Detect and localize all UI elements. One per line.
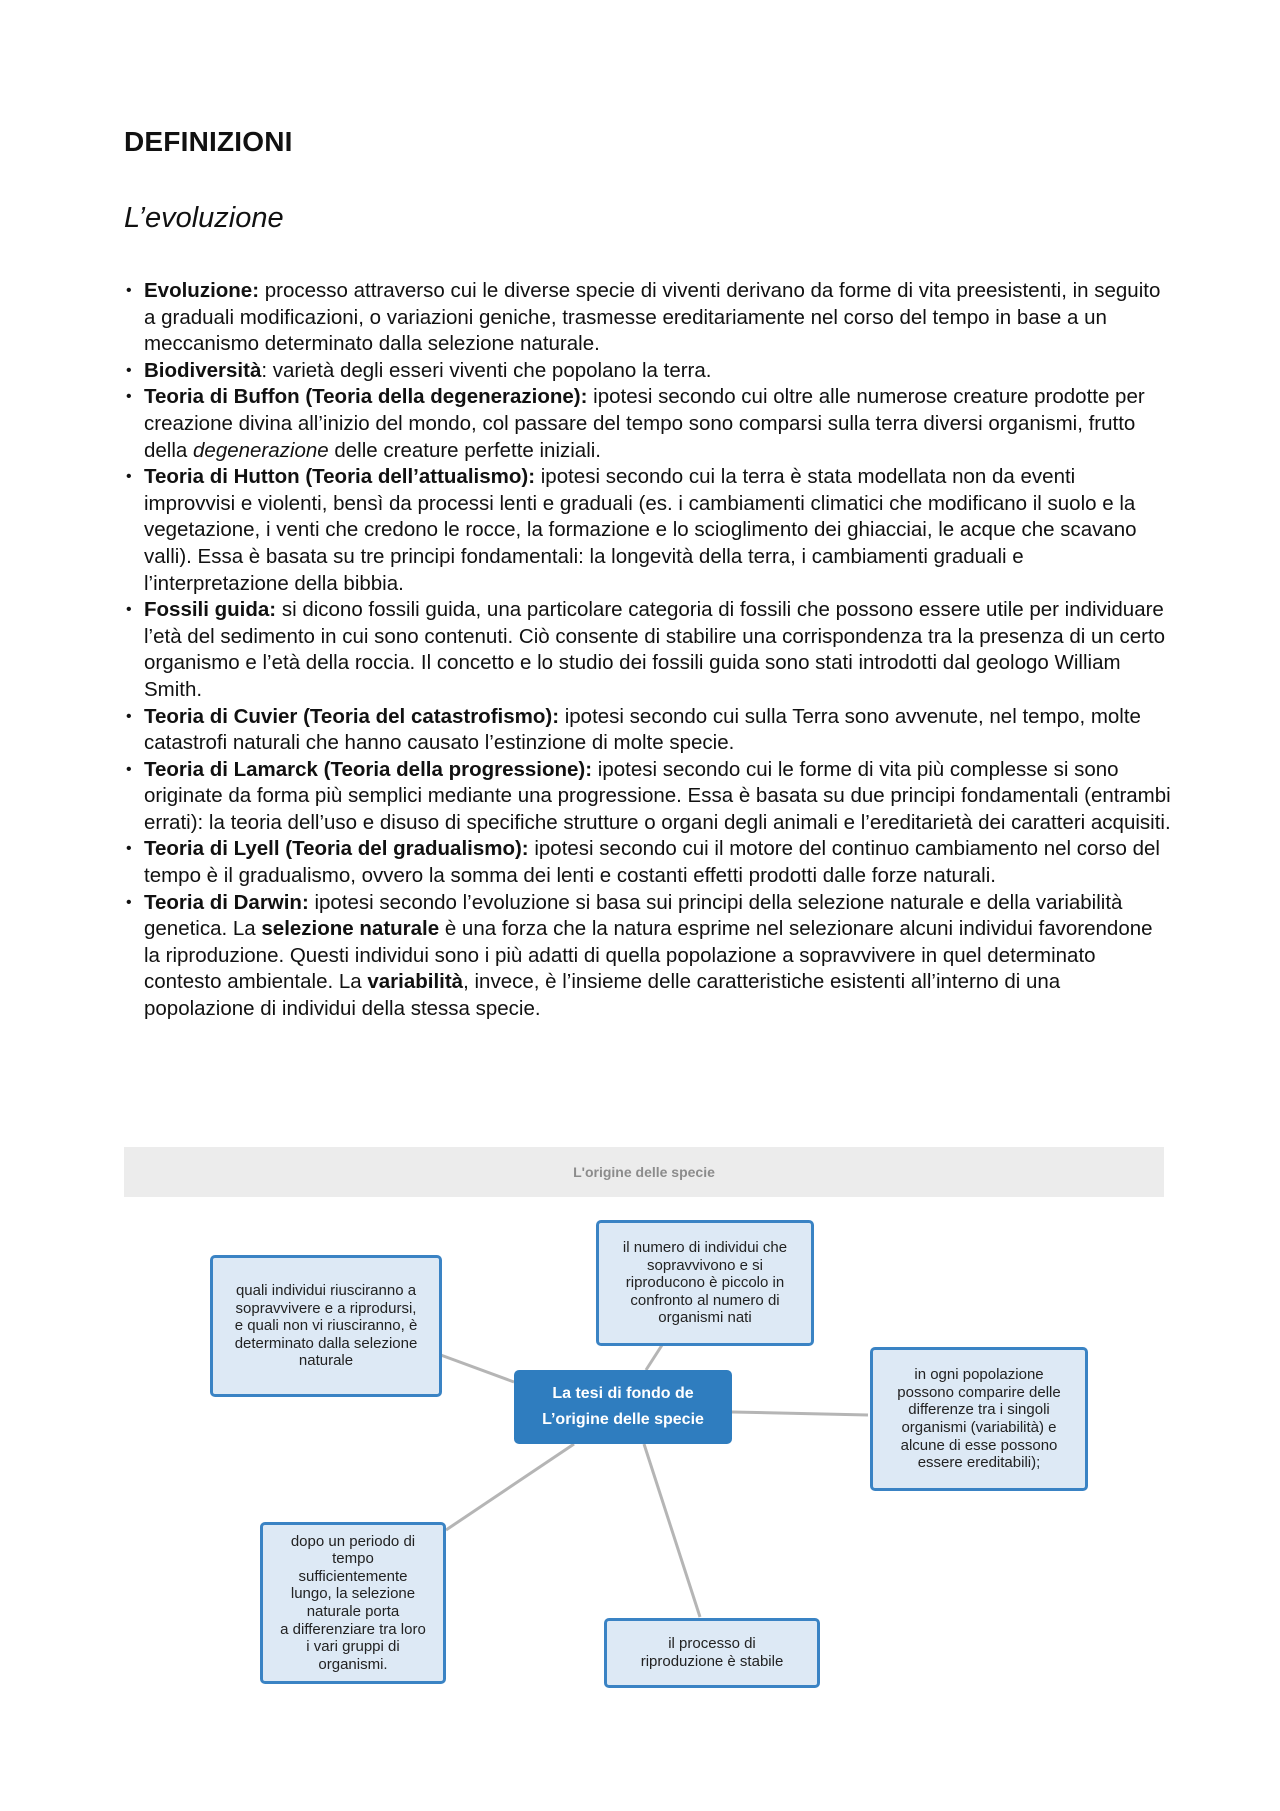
definition-term: Teoria di Hutton (Teoria dell’attualismo): [144,465,536,489]
definition-text: delle creature perfette iniziali. [328,438,602,462]
definition-term: Biodiversità [144,358,262,382]
definition-text: ipotesi secondo cui la terra è stata modellata non da eventi improvvisi e violenti, bensì da processi lenti e graduali (es. i cambiamenti climatici che modificano il suolo e la vegetazione, i venti che credono le rocce, la formazione e lo scioglimento dei ghiacciai, le acque che scavano valli). Essa è basata su tre principi fondamentali: la longevità della terra, i cambiamenti graduali e l’interpretazione della bibbia. [144,465,1137,595]
list-item [124,358,1172,385]
list-item [124,836,1172,889]
concept-node-reproduction: il processo di riproduzione è stabile [604,1618,820,1688]
definition-bold: selezione naturale [261,917,440,941]
concept-node-variability: in ogni popolazione possono comparire delle differenze tra i singoli organismi (variabilità) e alcune di esse possono essere ereditabili); [870,1347,1088,1491]
definitions-list [124,278,1172,1023]
list-item [124,890,1172,1023]
concept-node-survivors: il numero di individui che sopravvivono e si riproducono è piccolo in confronto al numero di organismi nati [596,1220,814,1346]
definition-text: si dicono fossili guida, una particolare categoria di fossili che possono essere utile per individuare l’età del sedimento in cui sono contenuti. Ciò consente di stabilire una corrispondenza tra la presenza di un certo organismo e l’età della roccia. Il concetto e lo studio dei fossili guida sono stati introdotti dal geologo William Smith. [144,598,1166,701]
definition-text: processo attraverso cui le diverse specie di viventi derivano da forme di vita preesistenti, in seguito a graduali modificazioni, o variazioni geniche, trasmesse ereditariamente nel corso del tempo in base a un meccanismo determinato dalla selezione naturale. [144,279,1161,356]
list-item [124,278,1172,358]
list-item [124,704,1172,757]
connector-top-left [438,1354,514,1382]
list-item [124,757,1172,837]
concept-map-center: La tesi di fondo de L’origine delle specie [514,1370,732,1444]
definition-text: ipotesi secondo cui sulla Terra sono avvenute, nel tempo, molte catastrofi naturali che hanno causato l’estinzione di molte specie. [144,704,1141,755]
definition-text: ipotesi secondo cui le forme di vita più complesse si sono originate da forma più semplici mediante una progressione. Essa è basata su due principi fondamentali (entrambi errati): la teoria dell’uso e disuso di specifiche strutture o organi degli animali e l’ereditarietà dei caratteri acquisiti. [144,757,1171,834]
definition-italic: degenerazione [193,438,329,462]
definition-text: ipotesi secondo l’evoluzione si basa sui principi della selezione naturale e della variabilità genetica. La [144,890,1123,941]
definition-term: Teoria di Darwin: [144,890,309,914]
definition-term: Teoria di Cuvier (Teoria del catastrofismo): [144,704,560,728]
definition-term: Fossili guida: [144,598,277,622]
concept-node-selection: quali individui riusciranno a sopravvivere e a riprodursi, e quali non vi riusciranno, è determinato dalla selezione naturale [210,1255,442,1397]
connector-bottom [644,1444,700,1617]
definition-text: : varietà degli esseri viventi che popolano la terra. [261,358,712,382]
list-item [124,464,1172,597]
connector-right [732,1412,868,1415]
definition-term: Teoria di Lyell (Teoria del gradualismo): [144,837,529,861]
definition-term: Evoluzione: [144,279,260,302]
definition-term: Teoria di Lamarck (Teoria della progressione): [144,757,593,781]
definition-text: è una forza che la natura esprime nel selezionare alcuni individui favorendone la riproduzione. Questi individui sono i più adatti di quella popolazione a sopravvivere in quel determinato contesto ambientale. La [144,917,1153,994]
definition-text: ipotesi secondo cui il motore del continuo cambiamento nel corso del tempo è il gradualismo, ovvero la somma dei lenti e costanti effetti prodotti dalle forze naturali. [144,837,1160,888]
definition-text: ipotesi secondo cui oltre alle numerose creature prodotte per creazione divina all’inizio del mondo, col passare del tempo sono comparsi sulla terra diversi organismi, frutto della [144,385,1145,462]
section-title: L’evoluzione [124,202,284,234]
connector-bottom-left [446,1444,574,1530]
page-title: DEFINIZIONI [124,126,293,157]
list-item [124,384,1172,464]
definition-bold: variabilità [367,970,464,994]
concept-map-header: L'origine delle specie [124,1147,1164,1197]
list-item [124,597,1172,703]
definition-text: , invece, è l’insieme delle caratteristiche esistenti all’interno di una popolazione di individui della stessa specie. [144,970,1061,1021]
connector-top [646,1342,664,1370]
definition-term: Teoria di Buffon (Teoria della degenerazione): [144,385,588,409]
concept-node-differentiation: dopo un periodo di tempo sufficientemente lungo, la selezione naturale porta a differenziare tra loro i vari gruppi di organismi. [260,1522,446,1684]
